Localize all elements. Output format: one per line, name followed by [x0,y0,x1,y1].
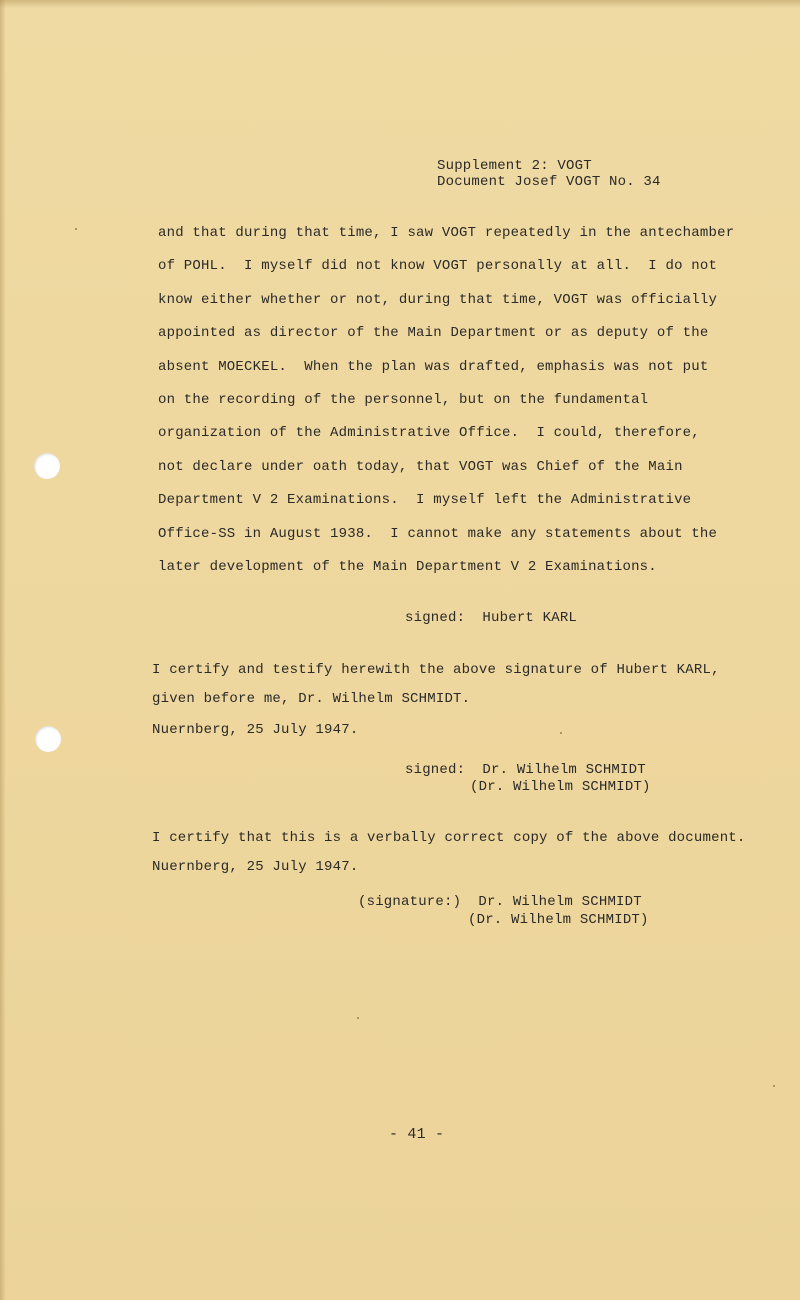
body-line: appointed as director of the Main Department or as deputy of the [158,325,709,341]
verification-signature-name: (Dr. Wilhelm SCHMIDT) [468,912,649,928]
body-line: absent MOECKEL. When the plan was drafted, emphasis was not put [158,359,709,375]
body-line: not declare under oath today, that VOGT was Chief of the Main [158,459,683,475]
paper-speck [773,1085,775,1087]
body-line: and that during that time, I saw VOGT repeatedly in the antechamber [158,225,735,241]
body-line: later development of the Main Department V 2 Examinations. [158,559,657,575]
verification-line: I certify that this is a verbally correct copy of the above document. [152,830,746,846]
supplement-heading: Supplement 2: VOGT [437,158,592,174]
paper-speck [560,732,562,734]
punch-hole-icon [34,453,60,479]
schmidt-signed-name: (Dr. Wilhelm SCHMIDT) [470,779,651,795]
body-line: organization of the Administrative Office. I could, therefore, [158,425,700,441]
verification-signature-line: (signature:) Dr. Wilhelm SCHMIDT [358,894,642,910]
body-line: on the recording of the personnel, but on the fundamental [158,392,649,408]
paper-edge-left [0,0,6,1300]
schmidt-signed-line: signed: Dr. Wilhelm SCHMIDT [405,762,646,778]
body-line: Department V 2 Examinations. I myself left the Administrative [158,492,692,508]
body-line: of POHL. I myself did not know VOGT personally at all. I do not [158,258,718,274]
verification-place-date: Nuernberg, 25 July 1947. [152,859,359,875]
paper-edge-top [0,0,800,8]
document-number-heading: Document Josef VOGT No. 34 [437,174,661,190]
certification-place-date: Nuernberg, 25 July 1947. [152,722,359,738]
certification-line: given before me, Dr. Wilhelm SCHMIDT. [152,691,471,707]
paper-speck [75,228,77,230]
body-line: know either whether or not, during that time, VOGT was officially [158,292,718,308]
paper-speck [357,1017,359,1019]
punch-hole-icon [35,726,61,752]
karl-signature-line: signed: Hubert KARL [405,610,578,626]
page-number: - 41 - [389,1126,445,1143]
body-line: Office-SS in August 1938. I cannot make any statements about the [158,526,718,542]
certification-line: I certify and testify herewith the above signature of Hubert KARL, [152,662,720,678]
